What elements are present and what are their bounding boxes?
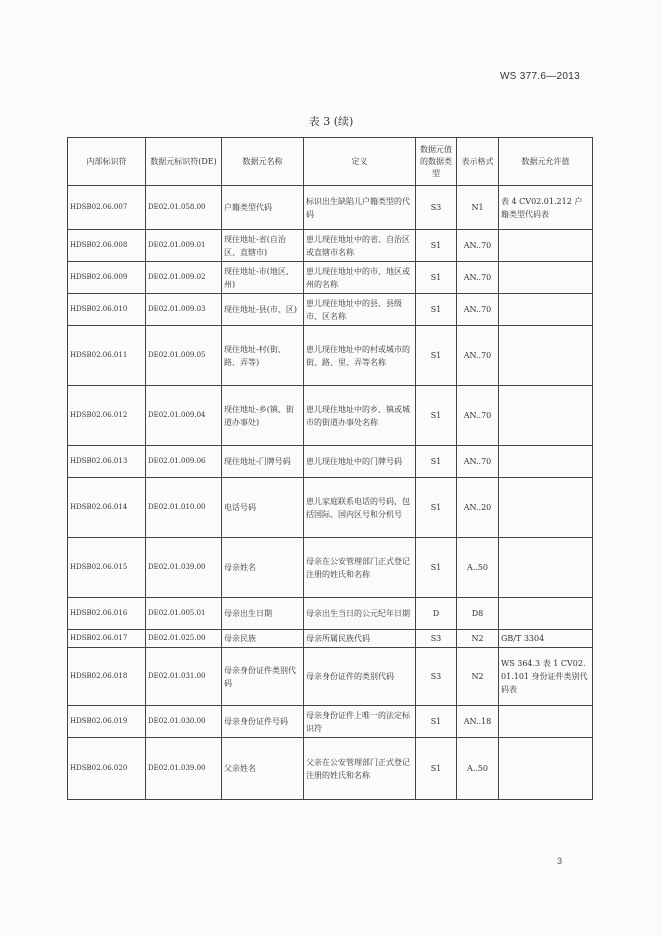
cell-format: A..50: [457, 538, 499, 598]
cell-format: AN..70: [457, 230, 499, 262]
page-number: 3: [556, 856, 562, 866]
cell-data-type: S1: [416, 386, 457, 446]
cell-internal-id: HDSB02.06.012: [68, 386, 146, 446]
header-de-name: 数据元名称: [222, 138, 304, 186]
cell-de-name: 母亲身份证件类别代码: [222, 648, 304, 706]
cell-allowed-values: [499, 230, 593, 262]
cell-definition: 患儿现住地址中的县、县级市、区名称: [304, 294, 416, 326]
table-title: 表 3 (续): [308, 115, 354, 128]
cell-de-id: DE02.01.058.00: [146, 186, 222, 230]
table-row: [68, 630, 593, 648]
cell-de-id: DE02.01.009.05: [146, 326, 222, 386]
cell-internal-id: HDSB02.06.008: [68, 230, 146, 262]
cell-format: N1: [457, 186, 499, 230]
cell-de-name: 电话号码: [222, 478, 304, 538]
cell-format: N2: [457, 630, 499, 648]
cell-data-type: S1: [416, 478, 457, 538]
table-row: [68, 262, 593, 294]
cell-internal-id: HDSB02.06.007: [68, 186, 146, 230]
data-element-table: [67, 137, 593, 800]
table-row: [68, 326, 593, 386]
header-allowed-values: 数据元允许值: [499, 138, 593, 186]
cell-format: AN..18: [457, 706, 499, 738]
header-definition: 定义: [304, 138, 416, 186]
cell-allowed-values: [499, 478, 593, 538]
cell-definition: 患儿现住地址中的门牌号码: [304, 446, 416, 478]
cell-definition: 母亲身份证件上唯一的法定标识符: [304, 706, 416, 738]
cell-de-name: 现住地址-门牌号码: [222, 446, 304, 478]
cell-format: AN..70: [457, 326, 499, 386]
cell-de-name: 现住地址-乡(镇、街道办事处): [222, 386, 304, 446]
header-format: 表示格式: [457, 138, 499, 186]
cell-de-name: 现住地址-村(街、路、弄等): [222, 326, 304, 386]
cell-de-id: DE02.01.009.03: [146, 294, 222, 326]
cell-de-id: DE02.01.009.01: [146, 230, 222, 262]
cell-allowed-values: [499, 326, 593, 386]
table-row: [68, 230, 593, 262]
cell-allowed-values: [499, 706, 593, 738]
cell-definition: 患儿现住地址中的村或城市的街、路、里、弄等名称: [304, 326, 416, 386]
cell-internal-id: HDSB02.06.014: [68, 478, 146, 538]
cell-data-type: S1: [416, 446, 457, 478]
cell-internal-id: HDSB02.06.011: [68, 326, 146, 386]
header-de-id: 数据元标识符(DE): [146, 138, 222, 186]
cell-definition: 父亲在公安管理部门正式登记注册的姓氏和名称: [304, 738, 416, 800]
cell-de-name: 现住地址-省(自治区、直辖市): [222, 230, 304, 262]
cell-de-name: 现住地址-市(地区、州): [222, 262, 304, 294]
cell-de-name: 现住地址-县(市、区): [222, 294, 304, 326]
cell-data-type: S3: [416, 648, 457, 706]
cell-format: AN..70: [457, 262, 499, 294]
cell-definition: 患儿家庭联系电话的号码，包括国际、国内区号和分机号: [304, 478, 416, 538]
cell-de-id: DE02.01.039.00: [146, 538, 222, 598]
cell-definition: 母亲身份证件的类别代码: [304, 648, 416, 706]
cell-de-name: 母亲出生日期: [222, 598, 304, 630]
cell-data-type: S1: [416, 326, 457, 386]
cell-internal-id: HDSB02.06.015: [68, 538, 146, 598]
table-row: [68, 446, 593, 478]
cell-de-name: 户籍类型代码: [222, 186, 304, 230]
cell-definition: 标识出生缺陷儿户籍类型的代码: [304, 186, 416, 230]
table-row: [68, 538, 593, 598]
cell-data-type: S1: [416, 262, 457, 294]
cell-allowed-values: [499, 598, 593, 630]
cell-de-name: 母亲身份证件号码: [222, 706, 304, 738]
cell-allowed-values: [499, 446, 593, 478]
cell-definition: 母亲所属民族代码: [304, 630, 416, 648]
cell-allowed-values: [499, 386, 593, 446]
table-row: [68, 648, 593, 706]
cell-definition: 母亲出生当日的公元纪年日期: [304, 598, 416, 630]
cell-de-id: DE02.01.031.00: [146, 648, 222, 706]
cell-format: N2: [457, 648, 499, 706]
cell-de-id: DE02.01.010.00: [146, 478, 222, 538]
table-row: [68, 738, 593, 800]
table-header-row: [68, 138, 593, 186]
cell-de-id: DE02.01.005.01: [146, 598, 222, 630]
cell-internal-id: HDSB02.06.010: [68, 294, 146, 326]
table-row: [68, 478, 593, 538]
cell-format: AN..70: [457, 386, 499, 446]
cell-data-type: S1: [416, 294, 457, 326]
cell-allowed-values: [499, 262, 593, 294]
cell-internal-id: HDSB02.06.009: [68, 262, 146, 294]
cell-internal-id: HDSB02.06.020: [68, 738, 146, 800]
cell-de-name: 父亲姓名: [222, 738, 304, 800]
cell-allowed-values: 表 4 CV02.01.212 户籍类型代码表: [499, 186, 593, 230]
cell-definition: 母亲在公安管理部门正式登记注册的姓氏和名称: [304, 538, 416, 598]
cell-de-id: DE02.01.025.00: [146, 630, 222, 648]
cell-internal-id: HDSB02.06.018: [68, 648, 146, 706]
cell-data-type: D: [416, 598, 457, 630]
cell-data-type: S3: [416, 630, 457, 648]
cell-data-type: S1: [416, 706, 457, 738]
cell-de-id: DE02.01.009.04: [146, 386, 222, 446]
cell-internal-id: HDSB02.06.016: [68, 598, 146, 630]
table-row: [68, 186, 593, 230]
header-internal-id: 内部标识符: [68, 138, 146, 186]
cell-de-id: DE02.01.030.00: [146, 706, 222, 738]
cell-de-id: DE02.01.009.06: [146, 446, 222, 478]
cell-data-type: S3: [416, 186, 457, 230]
cell-format: AN..70: [457, 294, 499, 326]
table-row: [68, 386, 593, 446]
standard-code: WS 377.6—2013: [499, 71, 580, 82]
cell-internal-id: HDSB02.06.013: [68, 446, 146, 478]
cell-data-type: S1: [416, 230, 457, 262]
cell-definition: 患儿现住地址中的市、地区或州的名称: [304, 262, 416, 294]
cell-data-type: S1: [416, 738, 457, 800]
cell-definition: 患儿现住地址中的乡、镇或城市的街道办事处名称: [304, 386, 416, 446]
cell-allowed-values: WS 364.3 表 1 CV02.01.101 身份证件类别代码表: [499, 648, 593, 706]
cell-format: AN..20: [457, 478, 499, 538]
cell-allowed-values: GB/T 3304: [499, 630, 593, 648]
table-row: [68, 598, 593, 630]
cell-de-id: DE02.01.039.00: [146, 738, 222, 800]
cell-de-id: DE02.01.009.02: [146, 262, 222, 294]
cell-de-name: 母亲民族: [222, 630, 304, 648]
cell-allowed-values: [499, 538, 593, 598]
cell-definition: 患儿现住地址中的省、自治区或直辖市名称: [304, 230, 416, 262]
cell-internal-id: HDSB02.06.017: [68, 630, 146, 648]
cell-internal-id: HDSB02.06.019: [68, 706, 146, 738]
cell-data-type: S1: [416, 538, 457, 598]
header-data-type: 数据元值的数据类型: [416, 138, 457, 186]
cell-allowed-values: [499, 294, 593, 326]
table-row: [68, 706, 593, 738]
cell-format: A..50: [457, 738, 499, 800]
table-row: [68, 294, 593, 326]
cell-format: AN..70: [457, 446, 499, 478]
cell-format: D8: [457, 598, 499, 630]
cell-allowed-values: [499, 738, 593, 800]
cell-de-name: 母亲姓名: [222, 538, 304, 598]
